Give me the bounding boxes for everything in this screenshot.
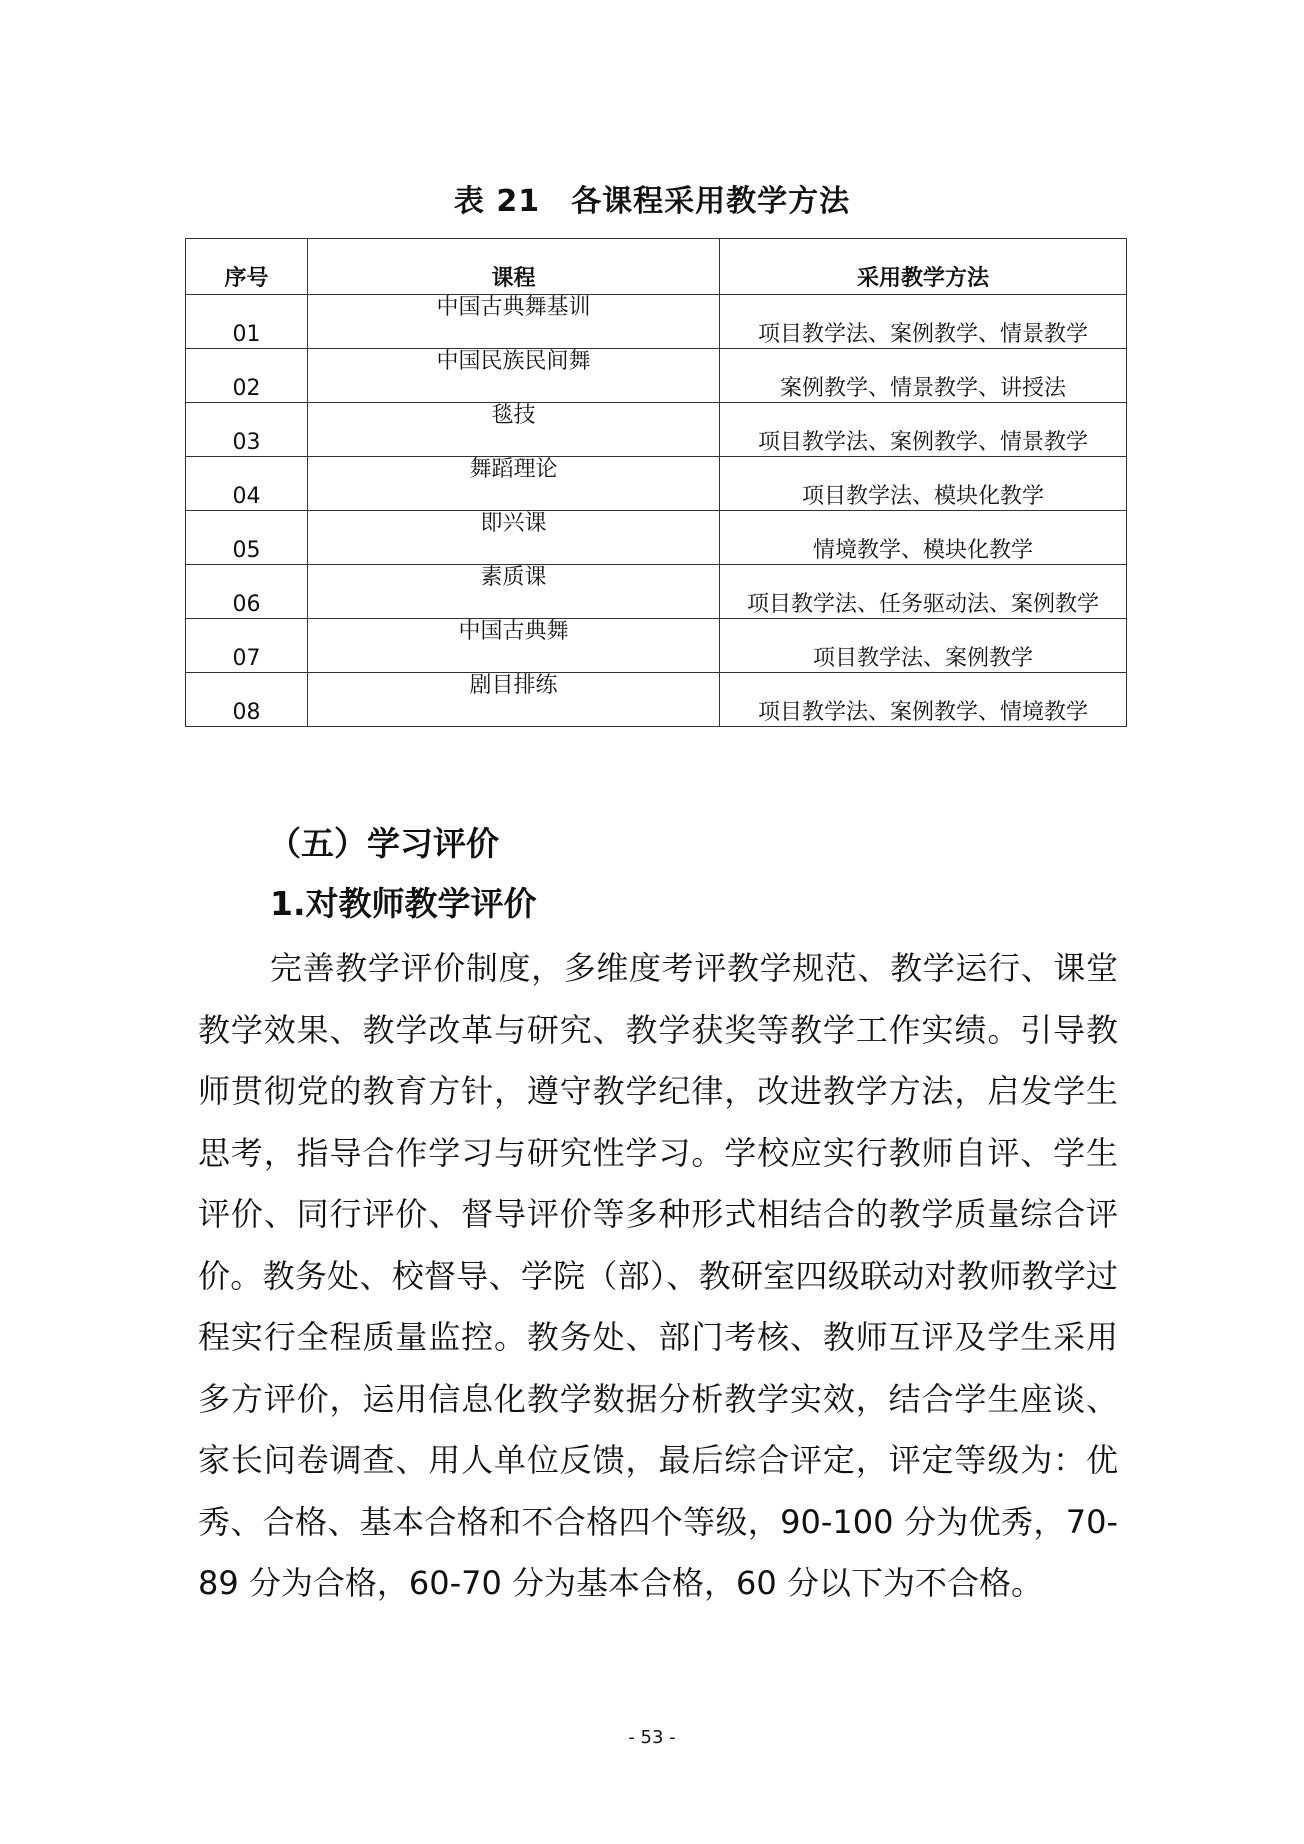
table-row	[186, 295, 1127, 349]
cell-method: 项目教学法、案例教学	[720, 619, 1127, 673]
header-course: 课程	[308, 239, 720, 295]
cell-course: 中国古典舞	[308, 619, 720, 673]
table-row	[186, 565, 1127, 619]
cell-method: 案例教学、情景教学、讲授法	[720, 349, 1127, 403]
body-paragraph: 完善教学评价制度，多维度考评教学规范、教学运行、课堂教学效果、教学改革与研究、教学获奖等教学工作实绩。引导教师贯彻党的教育方针，遵守教学纪律，改进教学方法，启发学生思考，指导合作学习与研究性学习。学校应实行教师自评、学生评价、同行评价、督导评价等多种形式相结合的教学质量综合评价。教务处、校督导、学院（部）、教研室四级联动对教师教学过程实行全程质量监控。教务处、部门考核、教师互评及学生采用多方评价，运用信息化教学数据分析教学实效，结合学生座谈、家长问卷调查、用人单位反馈，最后综合评定，评定等级为：优秀、合格、基本合格和不合格四个等级，90-100 分为优秀，70-89 分为合格，60-70 分为基本合格，60 分以下为不合格。	[198, 949, 1118, 1602]
cell-no: 08	[186, 673, 308, 727]
cell-course: 舞蹈理论	[308, 457, 720, 511]
teaching-methods-table	[185, 238, 1127, 727]
cell-method: 情境教学、模块化教学	[720, 511, 1127, 565]
cell-course: 毯技	[308, 403, 720, 457]
table-header-row	[186, 239, 1127, 295]
table-title: 表 21 各课程采用教学方法	[453, 184, 851, 219]
cell-no: 05	[186, 511, 308, 565]
cell-no: 02	[186, 349, 308, 403]
cell-no: 07	[186, 619, 308, 673]
sub-heading: 1.对教师教学评价	[270, 884, 537, 923]
header-no: 序号	[186, 239, 308, 295]
cell-no: 01	[186, 295, 308, 349]
cell-method: 项目教学法、模块化教学	[720, 457, 1127, 511]
table-row	[186, 511, 1127, 565]
cell-course: 中国民族民间舞	[308, 349, 720, 403]
cell-method: 项目教学法、案例教学、情景教学	[720, 403, 1127, 457]
table-row	[186, 619, 1127, 673]
cell-course: 剧目排练	[308, 673, 720, 727]
cell-no: 03	[186, 403, 308, 457]
cell-course: 素质课	[308, 565, 720, 619]
cell-course: 即兴课	[308, 511, 720, 565]
page-number: - 53 -	[628, 1727, 676, 1748]
cell-course: 中国古典舞基训	[308, 295, 720, 349]
table-row	[186, 403, 1127, 457]
cell-no: 04	[186, 457, 308, 511]
cell-method: 项目教学法、任务驱动法、案例教学	[720, 565, 1127, 619]
table-row	[186, 349, 1127, 403]
cell-method: 项目教学法、案例教学、情境教学	[720, 673, 1127, 727]
cell-method: 项目教学法、案例教学、情景教学	[720, 295, 1127, 349]
section-heading: （五）学习评价	[268, 824, 499, 863]
cell-no: 06	[186, 565, 308, 619]
table-row	[186, 673, 1127, 727]
header-method: 采用教学方法	[720, 239, 1127, 295]
table-row	[186, 457, 1127, 511]
